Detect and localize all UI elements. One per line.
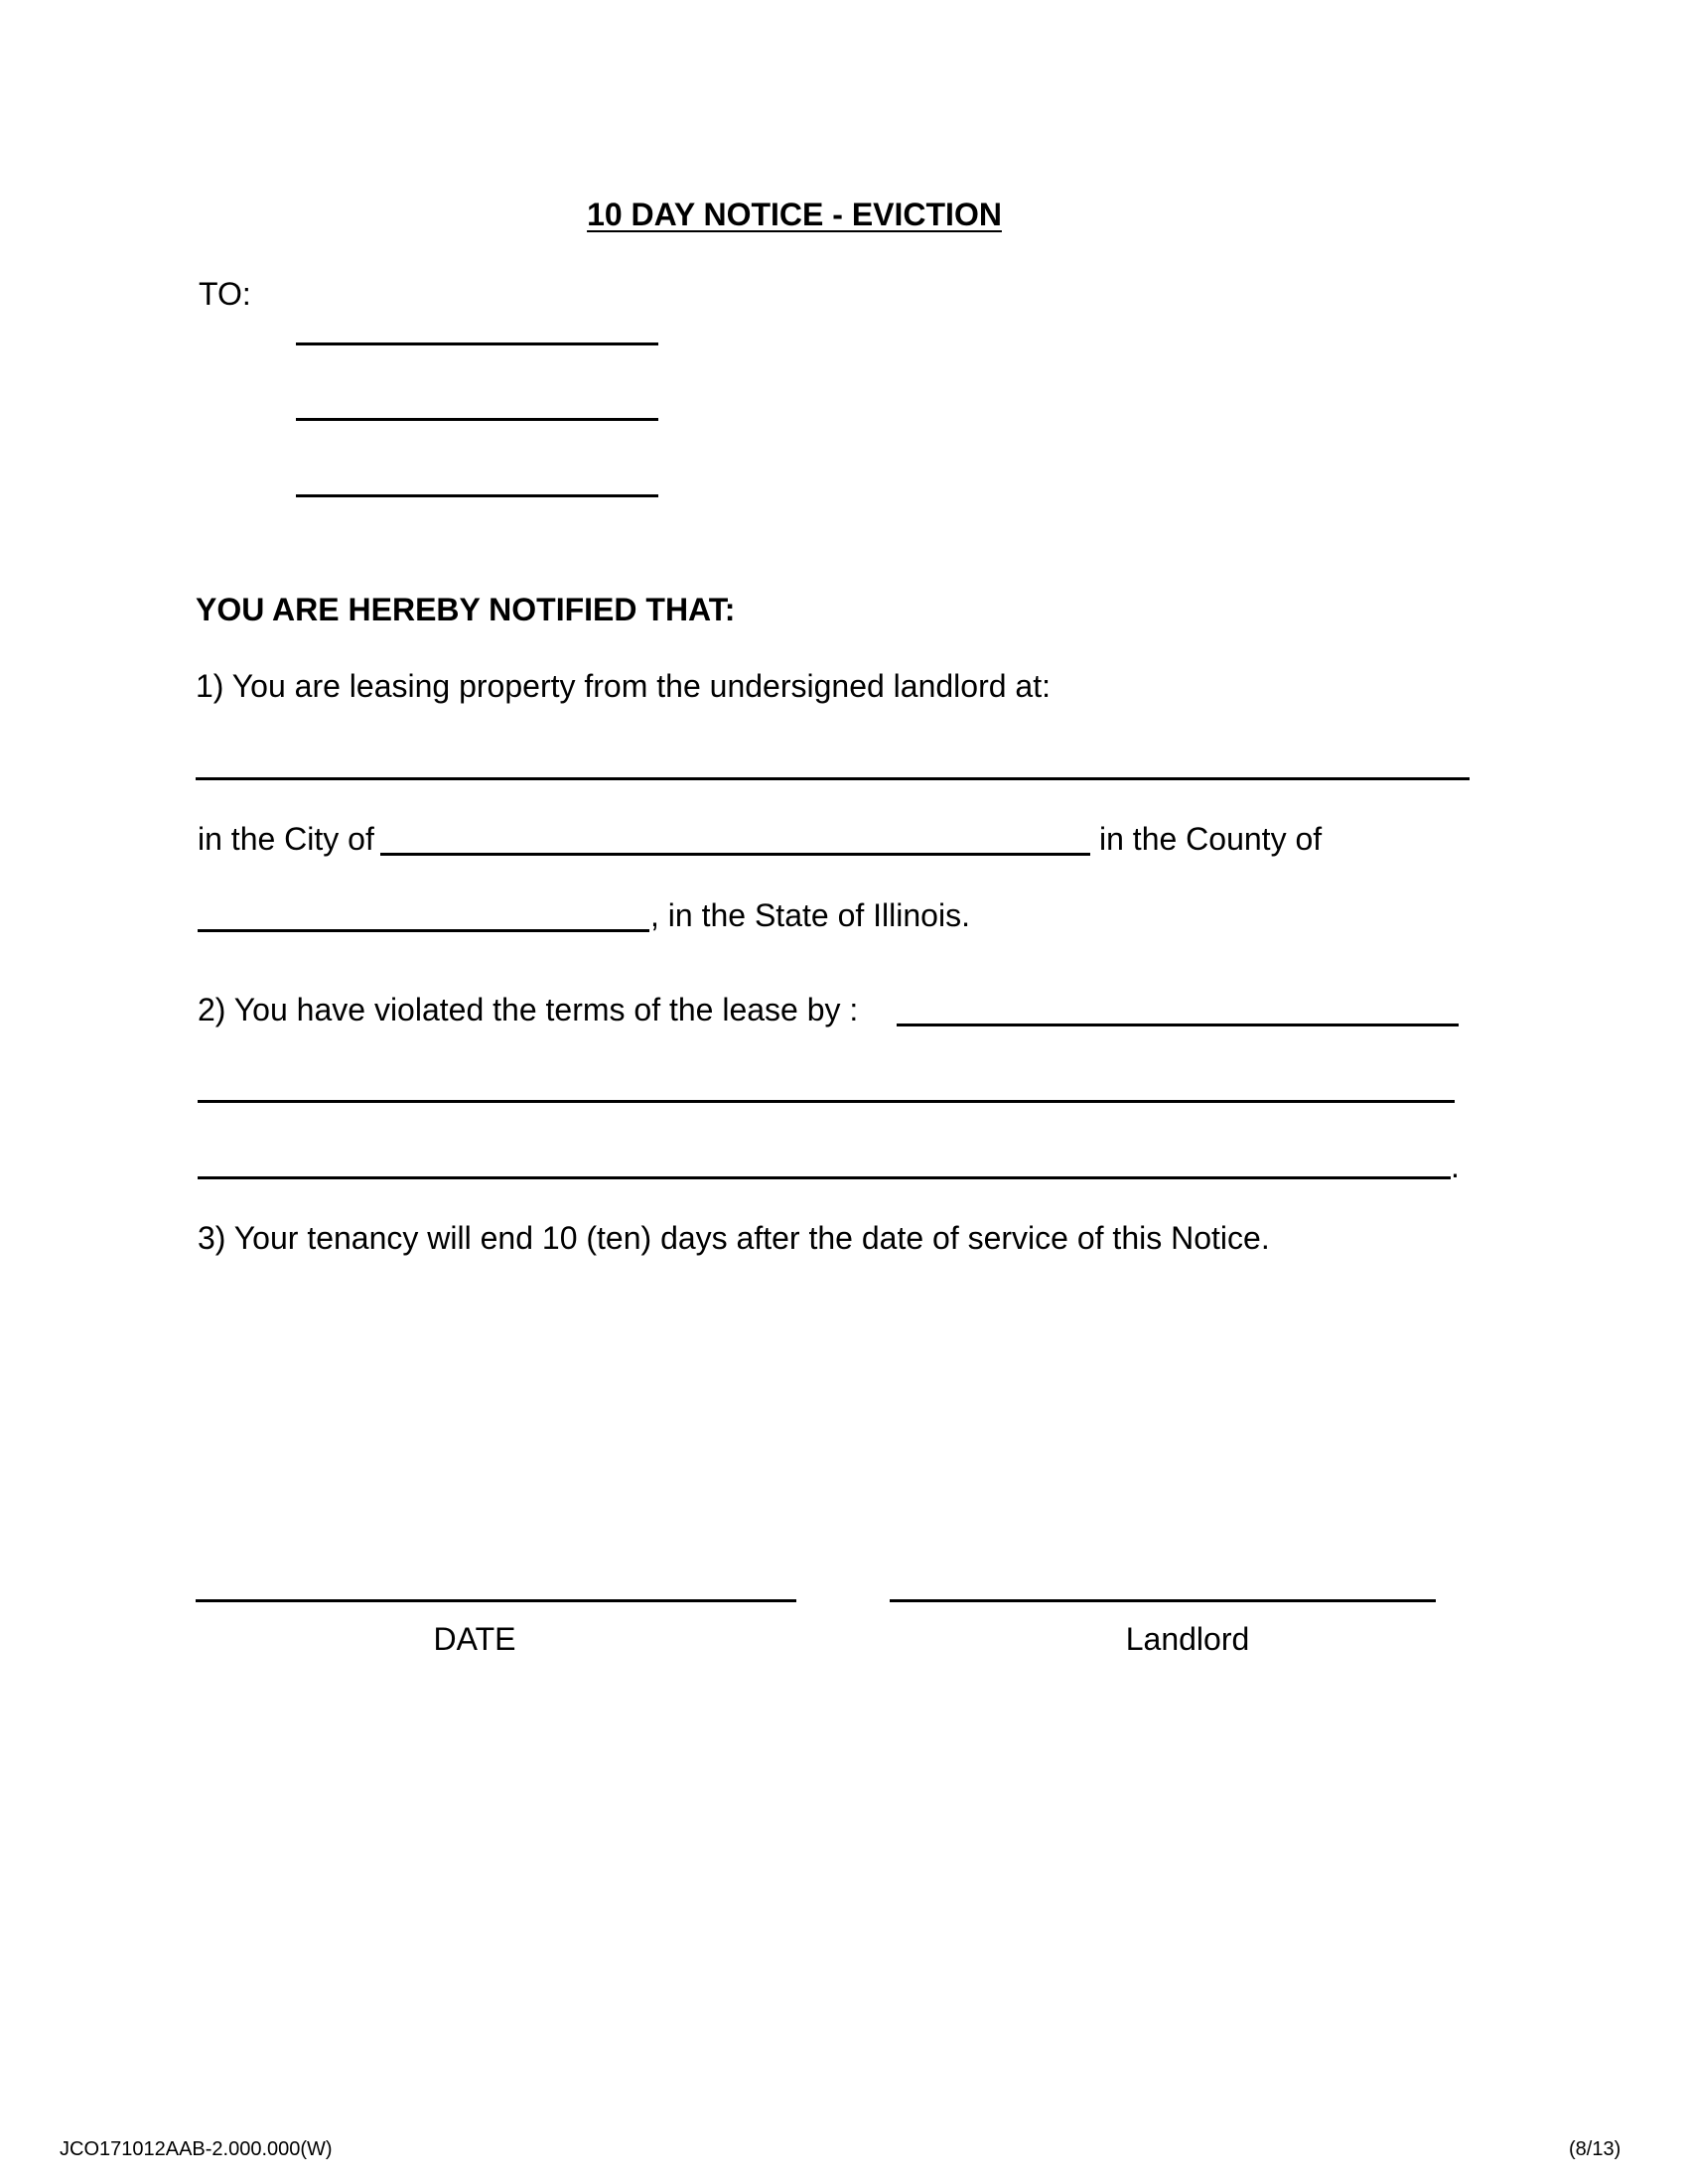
page-title: 10 DAY NOTICE - EVICTION <box>587 197 1002 232</box>
violation-line-3[interactable] <box>198 1176 1451 1179</box>
form-code: JCO171012AAB-2.000.000(W) <box>60 2138 333 2160</box>
city-label: in the City of <box>198 821 374 857</box>
item-1-text: 1) You are leasing property from the undersigned landlord at: <box>196 668 1051 704</box>
property-address-line[interactable] <box>196 777 1470 780</box>
end-period: . <box>1451 1149 1460 1184</box>
notice-heading: YOU ARE HEREBY NOTIFIED THAT: <box>196 592 736 627</box>
date-label: DATE <box>433 1621 516 1657</box>
landlord-signature-line[interactable] <box>890 1599 1436 1602</box>
revision-date: (8/13) <box>1569 2138 1621 2160</box>
item-2-text: 2) You have violated the terms of the lease by : <box>198 992 859 1027</box>
to-label: TO: <box>199 276 251 312</box>
violation-line-2[interactable] <box>198 1100 1455 1103</box>
violation-line-1[interactable] <box>897 1024 1459 1026</box>
county-line[interactable] <box>198 929 649 932</box>
recipient-line-1[interactable] <box>296 342 658 345</box>
item-3-text: 3) Your tenancy will end 10 (ten) days after the date of service of this Notice. <box>198 1220 1270 1256</box>
city-line[interactable] <box>380 853 1090 856</box>
recipient-line-3[interactable] <box>296 494 658 497</box>
state-text: , in the State of Illinois. <box>650 897 970 933</box>
recipient-line-2[interactable] <box>296 418 658 421</box>
county-label: in the County of <box>1099 821 1323 857</box>
date-signature-line[interactable] <box>196 1599 796 1602</box>
landlord-label: Landlord <box>1125 1621 1250 1657</box>
